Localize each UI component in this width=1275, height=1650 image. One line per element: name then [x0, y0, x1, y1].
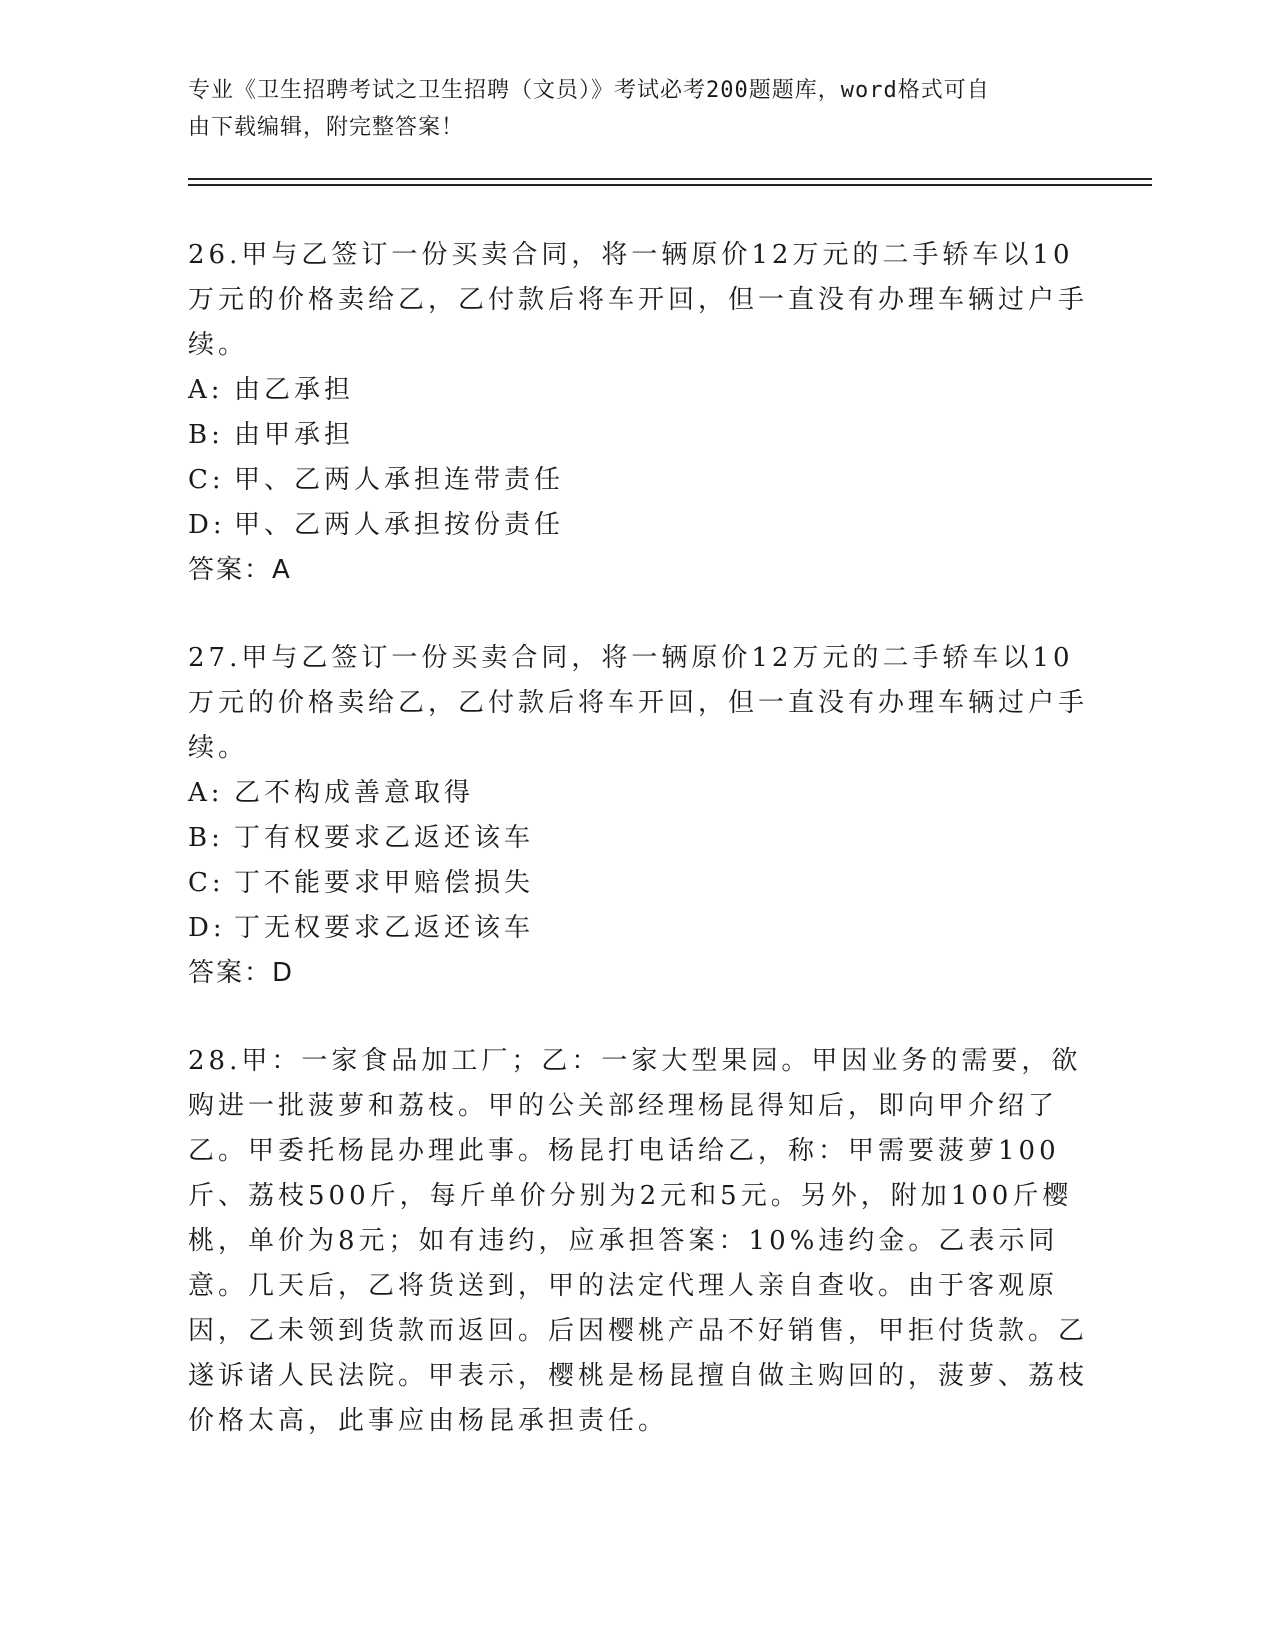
- document-header: [188, 72, 1068, 146]
- header-line-2: 由下载编辑，附完整答案！: [188, 115, 465, 140]
- question-list: [188, 233, 1088, 1487]
- option-a: [188, 368, 1088, 413]
- question-stem: 28.甲：一家食品加工厂；乙：一家大型果园。甲因业务的需要，欲购进一批菠萝和荔枝。甲的公关部经理杨昆得知后，即向甲介绍了乙。甲委托杨昆办理此事。杨昆打电话给乙，称：甲需要菠萝100斤、荔枝500斤，每斤单价分别为2元和5元。另外，附加100斤樱桃，单价为8元；如有违约，应承担答案：10%违约金。乙表示同意。几天后，乙将货送到，甲的法定代理人亲自查收。由于客观原因，乙未领到货款而返回。后因樱桃产品不好销售，甲拒付货款。乙遂诉诸人民法院。甲表示，樱桃是杨昆擅自做主购回的，菠萝、荔枝价格太高，此事应由杨昆承担责任。: [188, 1046, 1089, 1436]
- option-letter: B:: [188, 420, 224, 450]
- option-text: 丁无权要求乙返还该车: [234, 913, 535, 943]
- option-letter: B:: [188, 823, 224, 853]
- answer-line: 答案：D: [188, 958, 295, 988]
- option-text: 由甲承担: [234, 420, 355, 450]
- option-b: [188, 816, 1088, 861]
- header-line-1: 专业《卫生招聘考试之卫生招聘（文员）》考试必考200题题库，word格式可自: [188, 78, 990, 103]
- option-c: [188, 861, 1088, 906]
- option-text: 丁不能要求甲赔偿损失: [234, 868, 535, 898]
- option-a: [188, 771, 1088, 816]
- option-letter: C:: [188, 465, 225, 495]
- option-text: 甲、乙两人承担连带责任: [234, 465, 565, 495]
- header-divider-top: [188, 178, 1152, 180]
- option-b: [188, 413, 1088, 458]
- option-letter: D:: [188, 913, 226, 943]
- question-26: [188, 233, 1088, 593]
- header-divider-bottom: [188, 184, 1152, 186]
- option-text: 由乙承担: [234, 375, 355, 405]
- question-stem: 26.甲与乙签订一份买卖合同，将一辆原价12万元的二手轿车以10万元的价格卖给乙，乙付款后将车开回，但一直没有办理车辆过户手续。: [188, 240, 1089, 360]
- answer-line: 答案：A: [188, 555, 292, 585]
- option-letter: C:: [188, 868, 225, 898]
- option-letter: A:: [188, 778, 224, 808]
- question-28: [188, 1039, 1088, 1444]
- option-d: [188, 906, 1088, 951]
- option-letter: D:: [188, 510, 226, 540]
- option-c: [188, 458, 1088, 503]
- option-d: [188, 503, 1088, 548]
- option-text: 乙不构成善意取得: [234, 778, 475, 808]
- option-text: 丁有权要求乙返还该车: [234, 823, 535, 853]
- option-text: 甲、乙两人承担按份责任: [234, 510, 565, 540]
- question-27: [188, 636, 1088, 996]
- option-letter: A:: [188, 375, 224, 405]
- question-stem: 27.甲与乙签订一份买卖合同，将一辆原价12万元的二手轿车以10万元的价格卖给乙，乙付款后将车开回，但一直没有办理车辆过户手续。: [188, 643, 1089, 763]
